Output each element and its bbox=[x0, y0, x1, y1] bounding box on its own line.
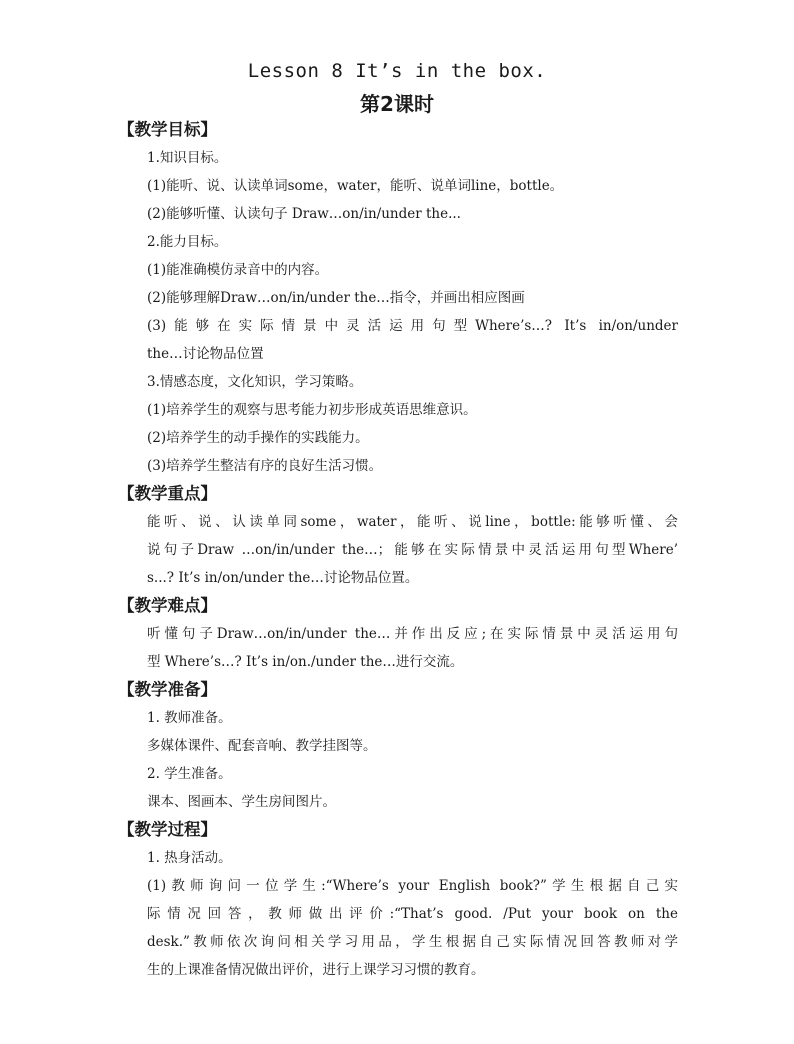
section-heading-difficulties: 【教学难点】 bbox=[118, 596, 217, 615]
preparation-line: 多媒体课件、配套音响、教学挂图等。 bbox=[147, 738, 377, 754]
process-line: 1. 热身活动。 bbox=[147, 850, 232, 866]
goals-line: (1)培养学生的观察与思考能力初步形成英语思维意识。 bbox=[147, 402, 477, 418]
section-heading-preparation: 【教学准备】 bbox=[118, 680, 217, 699]
lesson-subtitle: 第2课时 bbox=[360, 92, 434, 116]
lesson-title: Lesson 8 It’s in the box. bbox=[247, 60, 547, 82]
goals-line: 2.能力目标。 bbox=[147, 234, 228, 250]
difficulties-line: 听懂句子Draw…on/in/under the…并作出反应;在实际情景中灵活运用句 bbox=[147, 626, 678, 642]
goals-line: (1)能准确模仿录音中的内容。 bbox=[147, 262, 329, 278]
key-points-line: 说句子Draw …on/in/under the…；能够在实际情景中灵活运用句型Where’ bbox=[147, 542, 678, 558]
process-line: (1)教师询问一位学生:“Where’s your English book?”学生根据自己实 bbox=[147, 878, 678, 894]
section-heading-process: 【教学过程】 bbox=[118, 820, 217, 839]
goals-line: 1.知识目标。 bbox=[147, 150, 228, 166]
goals-line: (2)能够理解Draw…on/in/under the…指令，并画出相应图画 bbox=[147, 290, 525, 306]
difficulties-line: 型 Where’s…? It’s in/on./under the…进行交流。 bbox=[147, 654, 464, 670]
goals-line: (2)培养学生的动手操作的实践能力。 bbox=[147, 430, 369, 446]
key-points-line: 能听、说、认读单同some，water，能听、说line，bottle:能够听懂、会 bbox=[147, 514, 678, 530]
document-body bbox=[118, 116, 678, 984]
section-heading-goals: 【教学目标】 bbox=[118, 120, 217, 139]
preparation-line: 2. 学生准备。 bbox=[147, 766, 232, 782]
section-heading-key-points: 【教学重点】 bbox=[118, 484, 217, 503]
goals-line: (3)能够在实际情景中灵活运用句型Where’s…? It’s in/on/under bbox=[147, 318, 678, 334]
goals-line: the…讨论物品位置 bbox=[147, 346, 264, 362]
goals-line: 3.情感态度，文化知识，学习策略。 bbox=[147, 374, 363, 390]
preparation-line: 课本、图画本、学生房间图片。 bbox=[147, 794, 336, 810]
preparation-line: 1. 教师准备。 bbox=[147, 710, 232, 726]
goals-line: (2)能够听懂、认读句子 Draw…on/in/under the... bbox=[147, 206, 461, 222]
goals-line: (3)培养学生整洁有序的良好生活习惯。 bbox=[147, 458, 383, 474]
key-points-line: s...? It’s in/on/under the…讨论物品位置。 bbox=[147, 570, 419, 586]
process-line: desk.”教师依次询问相关学习用品，学生根据自己实际情况回答教师对学 bbox=[147, 934, 678, 950]
process-line: 际情况回答，教师做出评价:“That’s good. /Put your book on the bbox=[147, 906, 678, 922]
goals-line: (1)能听、说、认读单词some，water，能听、说单词line，bottle。 bbox=[147, 178, 564, 194]
process-line: 生的上课准备情况做出评价，进行上课学习习惯的教育。 bbox=[147, 962, 485, 978]
